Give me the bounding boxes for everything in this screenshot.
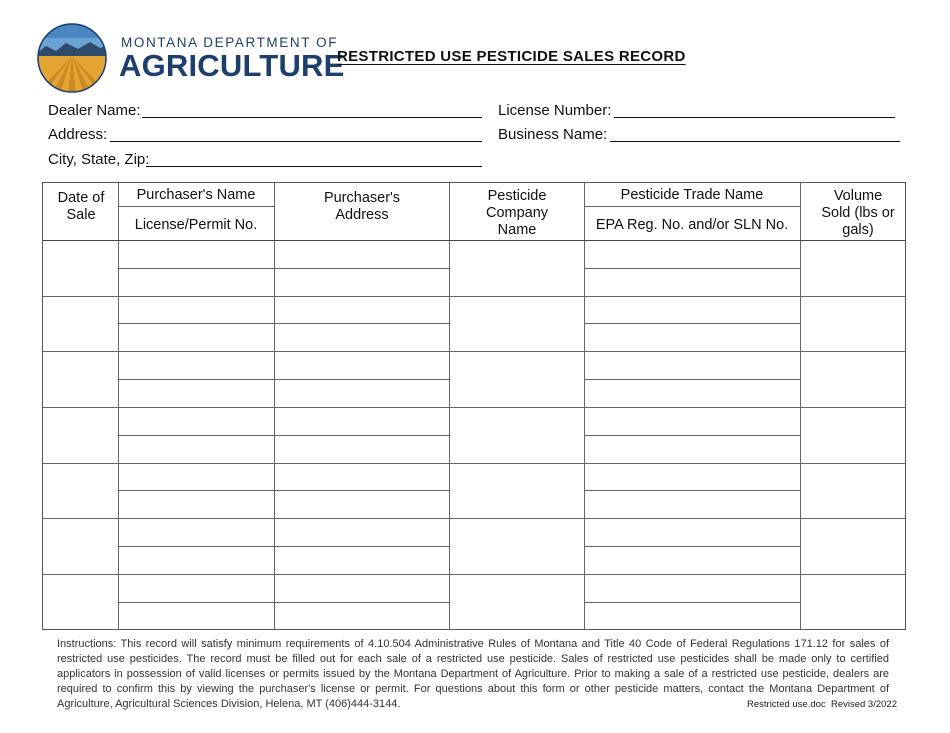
column-divider xyxy=(584,183,585,629)
subrow-divider xyxy=(584,379,800,380)
footer xyxy=(747,699,897,710)
business-name-label: Business Name: xyxy=(498,126,608,143)
column-divider xyxy=(274,183,275,629)
form-title: RESTRICTED USE PESTICIDE SALES RECORD xyxy=(337,48,686,65)
sales-record-table xyxy=(42,182,906,630)
header-purchaser-address: Purchaser's Address xyxy=(323,190,401,223)
subrow-divider xyxy=(118,435,449,436)
address-field[interactable] xyxy=(110,141,482,142)
subrow-divider xyxy=(118,602,449,603)
city-state-zip-label: City, State, Zip: xyxy=(48,151,150,168)
header-license-permit: License/Permit No. xyxy=(134,217,258,233)
row-divider xyxy=(43,518,905,519)
address-label: Address: xyxy=(48,126,108,143)
subrow-divider xyxy=(118,490,449,491)
header-subdivider xyxy=(118,206,274,207)
header-date-of-sale: Date of Sale xyxy=(57,190,105,223)
row-divider xyxy=(43,407,905,408)
license-number-label: License Number: xyxy=(498,102,612,119)
city-state-zip-field[interactable] xyxy=(146,166,482,167)
header-epa-reg: EPA Reg. No. and/or SLN No. xyxy=(595,217,789,233)
license-number-field[interactable] xyxy=(614,117,895,118)
subrow-divider xyxy=(584,435,800,436)
row-divider xyxy=(43,296,905,297)
subrow-divider xyxy=(118,323,449,324)
subrow-divider xyxy=(118,546,449,547)
agriculture-logo-icon xyxy=(36,22,108,94)
row-divider xyxy=(43,463,905,464)
column-divider xyxy=(800,183,801,629)
row-divider xyxy=(43,574,905,575)
subrow-divider xyxy=(584,602,800,603)
header-pesticide-company: Pesticide Company Name xyxy=(485,188,549,238)
footer-revision: Revised 3/2022 xyxy=(830,699,897,710)
business-name-field[interactable] xyxy=(610,141,900,142)
footer-doc-name: Restricted use.doc xyxy=(747,699,826,710)
department-name: AGRICULTURE xyxy=(119,48,345,83)
subrow-divider xyxy=(584,546,800,547)
subrow-divider xyxy=(118,379,449,380)
dealer-name-label: Dealer Name: xyxy=(48,102,141,119)
header-trade-name: Pesticide Trade Name xyxy=(620,187,764,203)
dealer-name-field[interactable] xyxy=(142,117,482,118)
column-divider xyxy=(118,183,119,629)
subrow-divider xyxy=(584,490,800,491)
header-volume-sold: Volume Sold (lbs or gals) xyxy=(821,188,895,238)
header-subdivider xyxy=(584,206,800,207)
subrow-divider xyxy=(584,268,800,269)
instructions-text: Instructions: This record will satisfy minimum requirements of 4.10.504 Administrative Rules of Montana and Title 40 Code of Federal Regulations 171.12 for sales of restricted use pesticides. The record must be filled out for each sale of a restricted use pesticide. Sales of restricted use pesticides shall be made only to certified applicators in possession of valid licenses or permits issued by the Montana Department of Agriculture. Prior to making a sale of a restricted use pesticide, dealers are required to confirm this by viewing the purchaser's license or permit. For questions about this form or other pesticide matters, contact the Montana Department of Agriculture, Agricultural Sciences Division, Helena, MT (406)444-3144. xyxy=(57,638,889,710)
department-line: MONTANA DEPARTMENT OF xyxy=(121,35,339,50)
row-divider xyxy=(43,351,905,352)
header-bottom-rule xyxy=(43,240,905,241)
subrow-divider xyxy=(118,268,449,269)
column-divider xyxy=(449,183,450,629)
header-purchaser-name: Purchaser's Name xyxy=(136,187,256,203)
subrow-divider xyxy=(584,323,800,324)
